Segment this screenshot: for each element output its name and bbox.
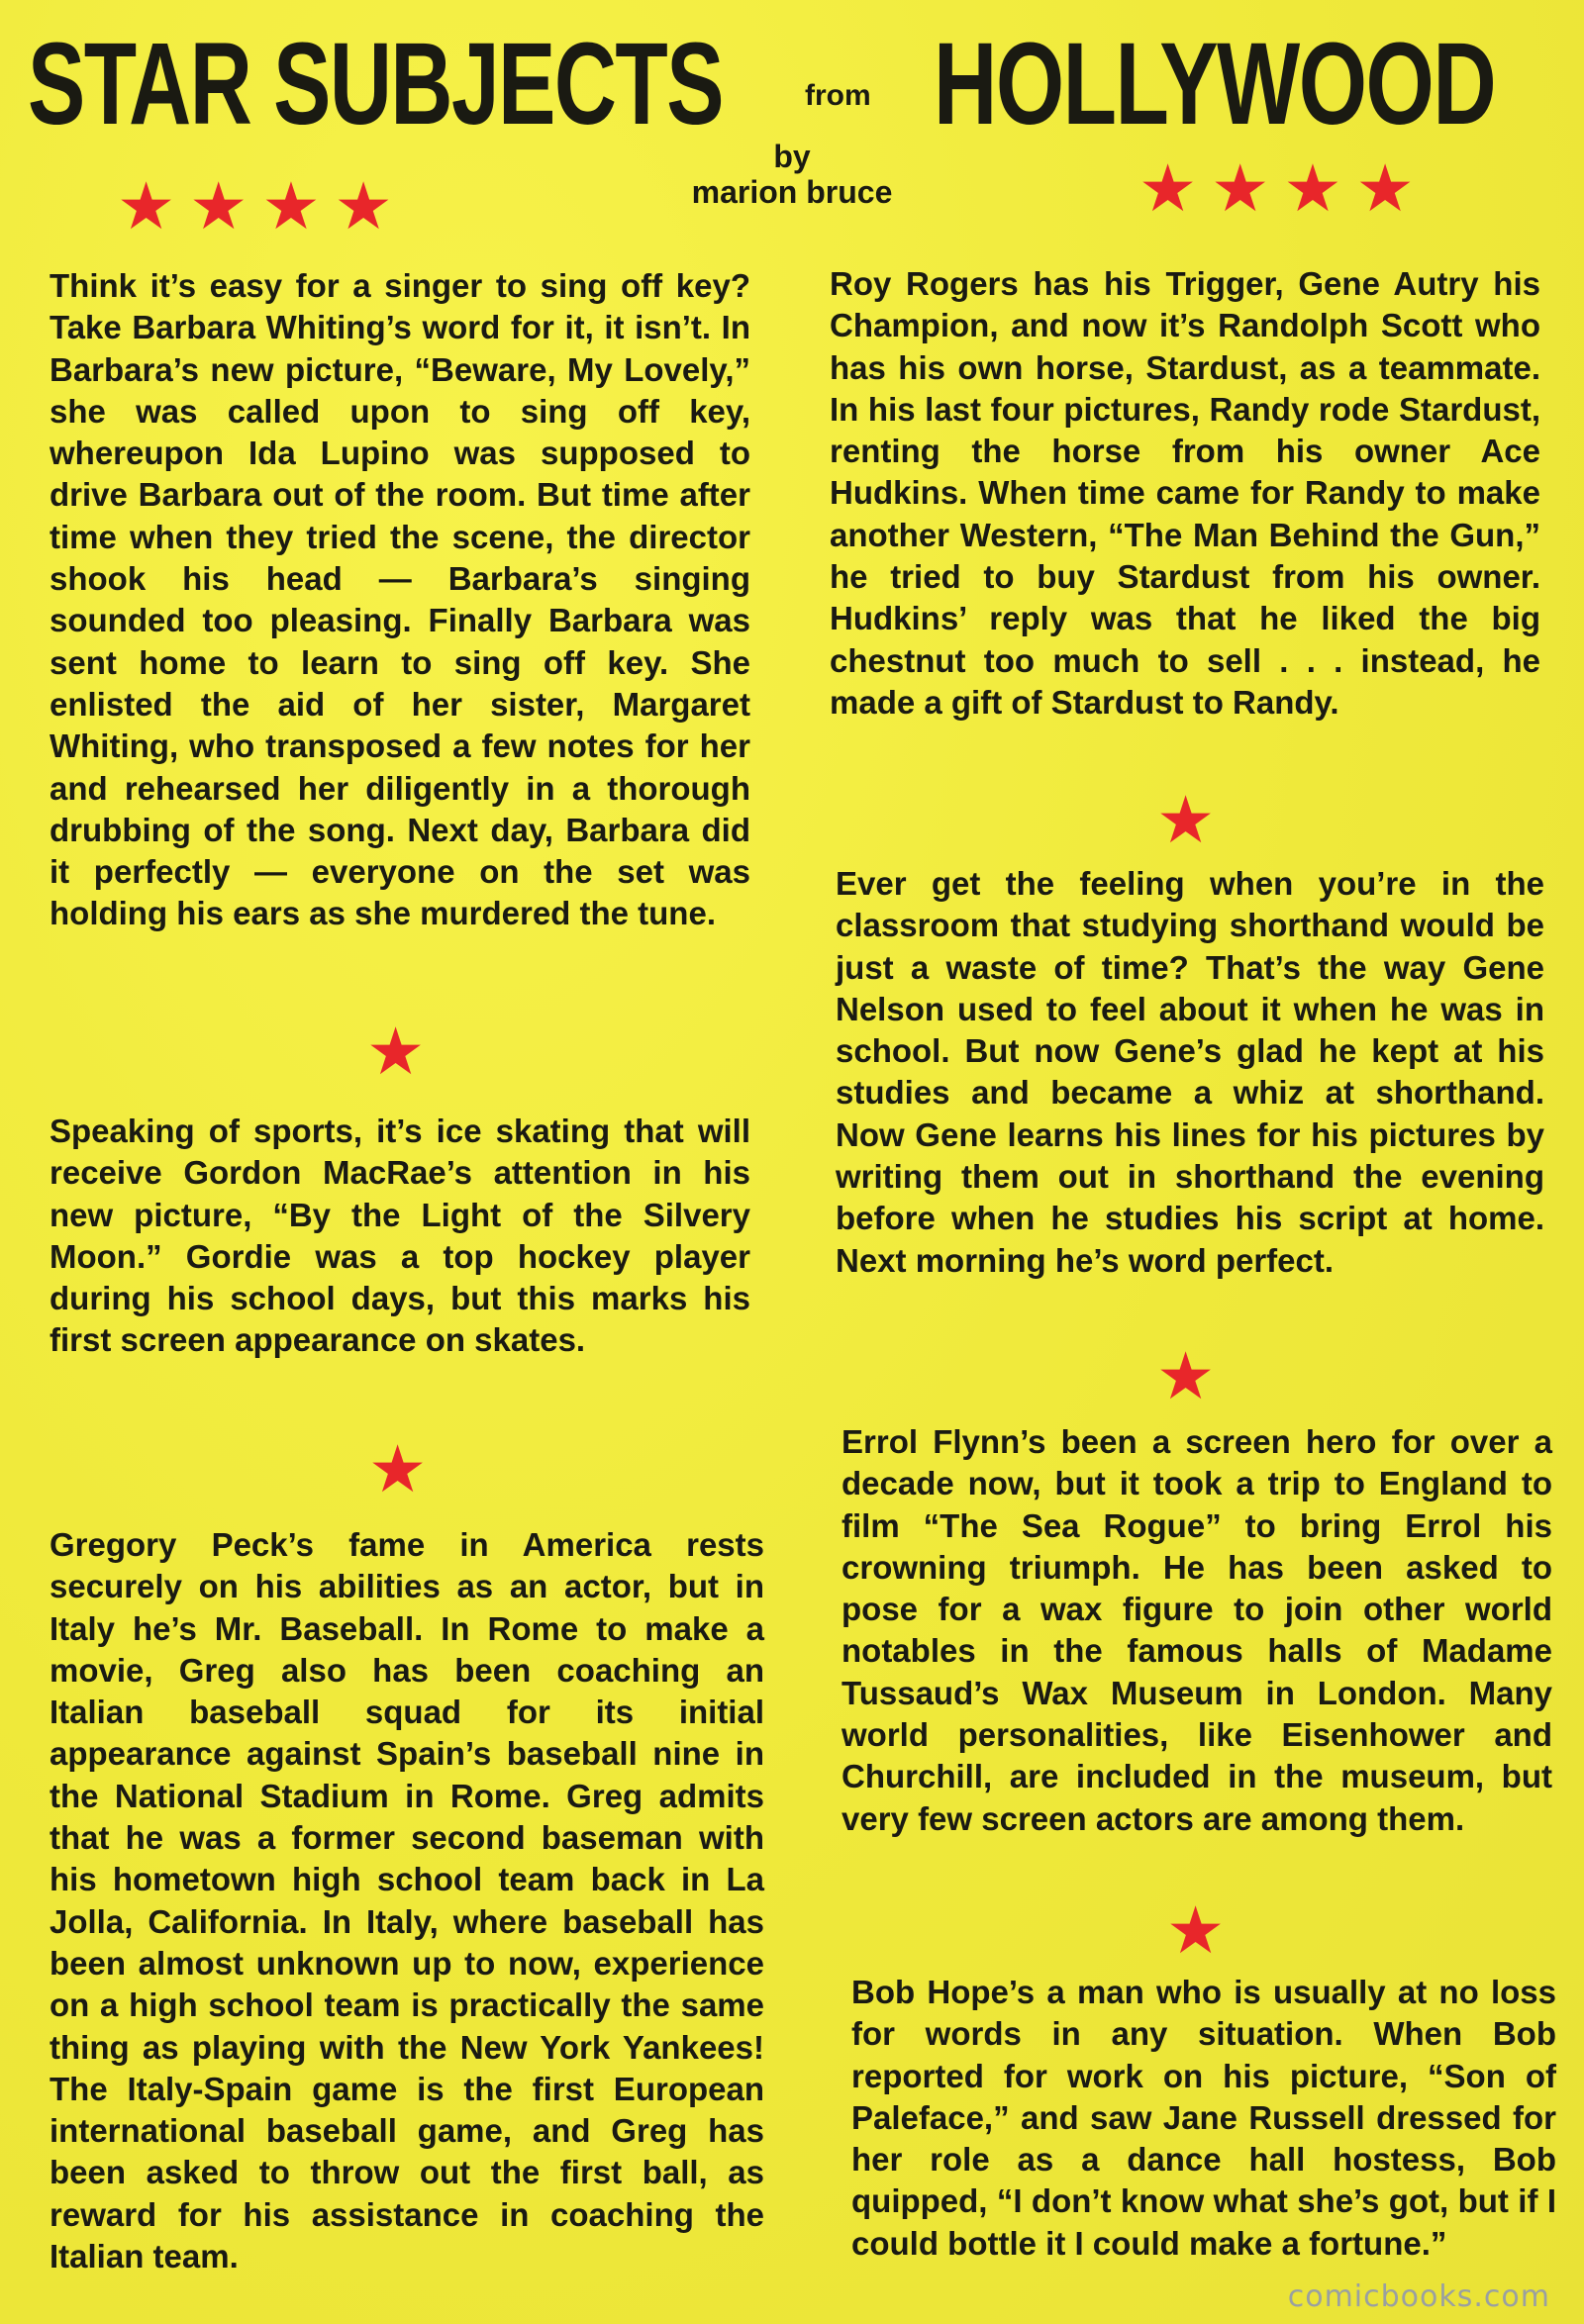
separator-star-icon: ★ — [366, 1014, 426, 1090]
separator-star-icon: ★ — [1156, 1338, 1216, 1414]
article-gregory-peck: Gregory Peck’s fame in America rests securely on his abilities as an actor, but in Italy he’s Mr. Baseball. In Rome to make a movie, Greg also has been coaching an Italian baseball squad for its initial appearance against Spain’s baseball nine in the National Stadium in Rome. Greg admits that he was a former second baseman with his hometown high school team back in La Jolla, California. In Italy, where baseball has been almost unknown up to now, experience on a high school team is practically the same thing as playing with the New York Yankees! The Italy-Spain game is the first European international baseball game, and Greg has been asked to throw out the first ball, as reward for his assistance in coaching the Italian team. — [50, 1526, 764, 2276]
watermark: comicbooks.com — [1287, 2279, 1550, 2314]
title-hollywood: HOLLYWOOD — [934, 19, 1496, 149]
title-from: from — [805, 79, 871, 112]
title-star-subjects: STAR SUBJECTS — [28, 19, 724, 149]
separator-star-icon: ★ — [1156, 782, 1216, 858]
article-bob-hope: Bob Hope’s a man who is usually at no loss for words in any situation. When Bob reported for work on his picture, “Son of Paleface,” and saw Jane Russell dressed for her role as a dance hall hostess, Bob quipped, “I don’t know what she’s got, but if I could bottle it I could make a fortune.” — [851, 1974, 1556, 2262]
byline — [594, 139, 990, 210]
separator-star-icon: ★ — [368, 1431, 428, 1507]
byline-by: by — [773, 139, 811, 174]
page-header — [28, 18, 1552, 151]
header-stars-left-icon: ★★★★ — [117, 168, 407, 244]
article-barbara-whiting: Think it’s easy for a singer to sing off key? Take Barbara Whiting’s word for it, it isn’t. In Barbara’s new picture, “Beware, My Lovely,” she was called upon to sing off key, whereupon Ida Lupino was supposed to drive Barbara out of the room. But time after time when they tried the scene, the director shook his head — Barbara’s singing sounded too pleasing. Finally Barbara was sent home to learn to sing off key. She enlisted the aid of her sister, Margaret Whiting, who transposed a few notes for her and rehearsed her diligently in a thorough drubbing of the song. Next day, Barbara did it perfectly — everyone on the set was holding his ears as she murdered the tune. — [50, 267, 750, 932]
article-gene-nelson: Ever get the feeling when you’re in the classroom that studying shorthand would be just a waste of time? That’s the way Gene Nelson used to feel about it when he was in school. But now Gene’s glad he kept at his studies and became a whiz at shorthand. Now Gene learns his lines for his pictures by writing them out in shorthand the evening before when he studies his script at home. Next morning he’s word perfect. — [836, 865, 1544, 1279]
article-randolph-scott: Roy Rogers has his Trigger, Gene Autry his Champion, and now it’s Randolph Scott who has his own horse, Stardust, as a teammate. In his last four pictures, Randy rode Stardust, renting the horse from his owner Ace Hudkins. When time came for Randy to make another Western, “The Man Behind the Gun,” he tried to buy Stardust from his owner. Hudkins’ reply was that he liked the big chestnut too much to sell . . . instead, he made a gift of Stardust to Randy. — [830, 265, 1540, 721]
byline-author: marion bruce — [691, 174, 893, 210]
header-stars-right-icon: ★★★★ — [1138, 150, 1429, 227]
article-gordon-macrae: Speaking of sports, it’s ice skating that will receive Gordon MacRae’s attention in his new picture, “By the Light of the Silvery Moon.” Gordie was a top hockey player during his school days, but this marks his first screen appearance on skates. — [50, 1113, 750, 1359]
separator-star-icon: ★ — [1166, 1892, 1226, 1969]
article-errol-flynn: Errol Flynn’s been a screen hero for over a decade now, but it took a trip to England to film “The Sea Rogue” to bring Errol his crowning triumph. He has been asked to pose for a wax figure to join other world notables in the famous halls of Madame Tussaud’s Wax Museum in London. Many world personalities, like Eisenhower and Churchill, are included in the museum, but very few screen actors are among them. — [842, 1423, 1552, 1837]
